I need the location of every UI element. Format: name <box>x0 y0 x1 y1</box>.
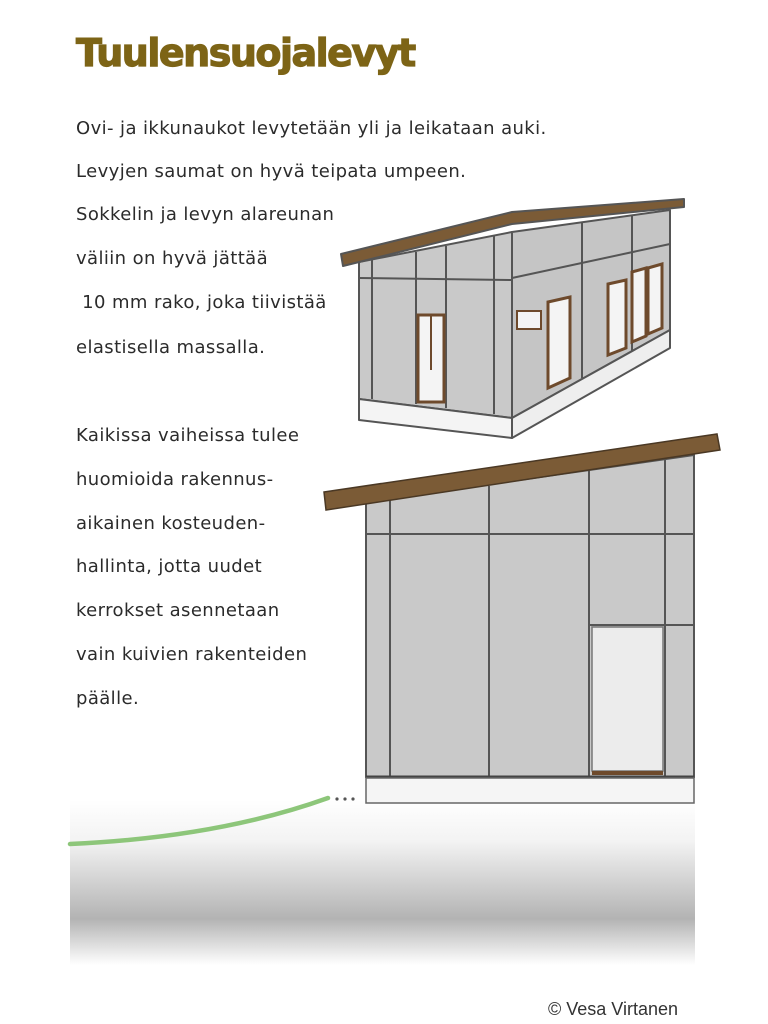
side-window-1 <box>608 280 626 355</box>
page-title: Tuulensuojalevyt <box>76 31 415 75</box>
ground-gradient <box>70 800 695 965</box>
wall-door-opening <box>592 627 663 771</box>
side-door-opening <box>548 297 570 388</box>
paragraph1-line: elastisella massalla. <box>76 337 266 358</box>
copyright-notice: © Vesa Virtanen <box>548 999 679 1019</box>
paragraph2-line: vain kuivien rakenteiden <box>76 644 308 665</box>
paragraph2-line: Kaikissa vaiheissa tulee <box>76 425 300 446</box>
paragraph2-line: kerrokset asennetaan <box>76 600 280 621</box>
paragraph2-line: aikainen kosteuden- <box>76 513 266 534</box>
side-window-2 <box>632 268 646 342</box>
paragraph1-line: Sokkelin ja levyn alareunan <box>76 204 335 225</box>
paragraph2-line: hallinta, jotta uudet <box>76 556 263 577</box>
paragraph1-line: Ovi- ja ikkunaukot levytetään yli ja leikataan auki. <box>76 118 547 139</box>
wall-elevation <box>324 434 720 803</box>
paragraph2-line: huomioida rakennus- <box>76 469 274 490</box>
paragraph1-line: väliin on hyvä jättää <box>76 248 269 269</box>
side-window-3 <box>648 264 662 334</box>
paragraph2-line: päälle. <box>76 688 140 709</box>
paragraph1-line: 10 mm rako, joka tiivistää <box>76 292 327 313</box>
side-window-small <box>517 311 541 329</box>
paragraph1-line: Levyjen saumat on hyvä teipata umpeen. <box>76 161 467 182</box>
wall-plinth <box>366 778 694 803</box>
